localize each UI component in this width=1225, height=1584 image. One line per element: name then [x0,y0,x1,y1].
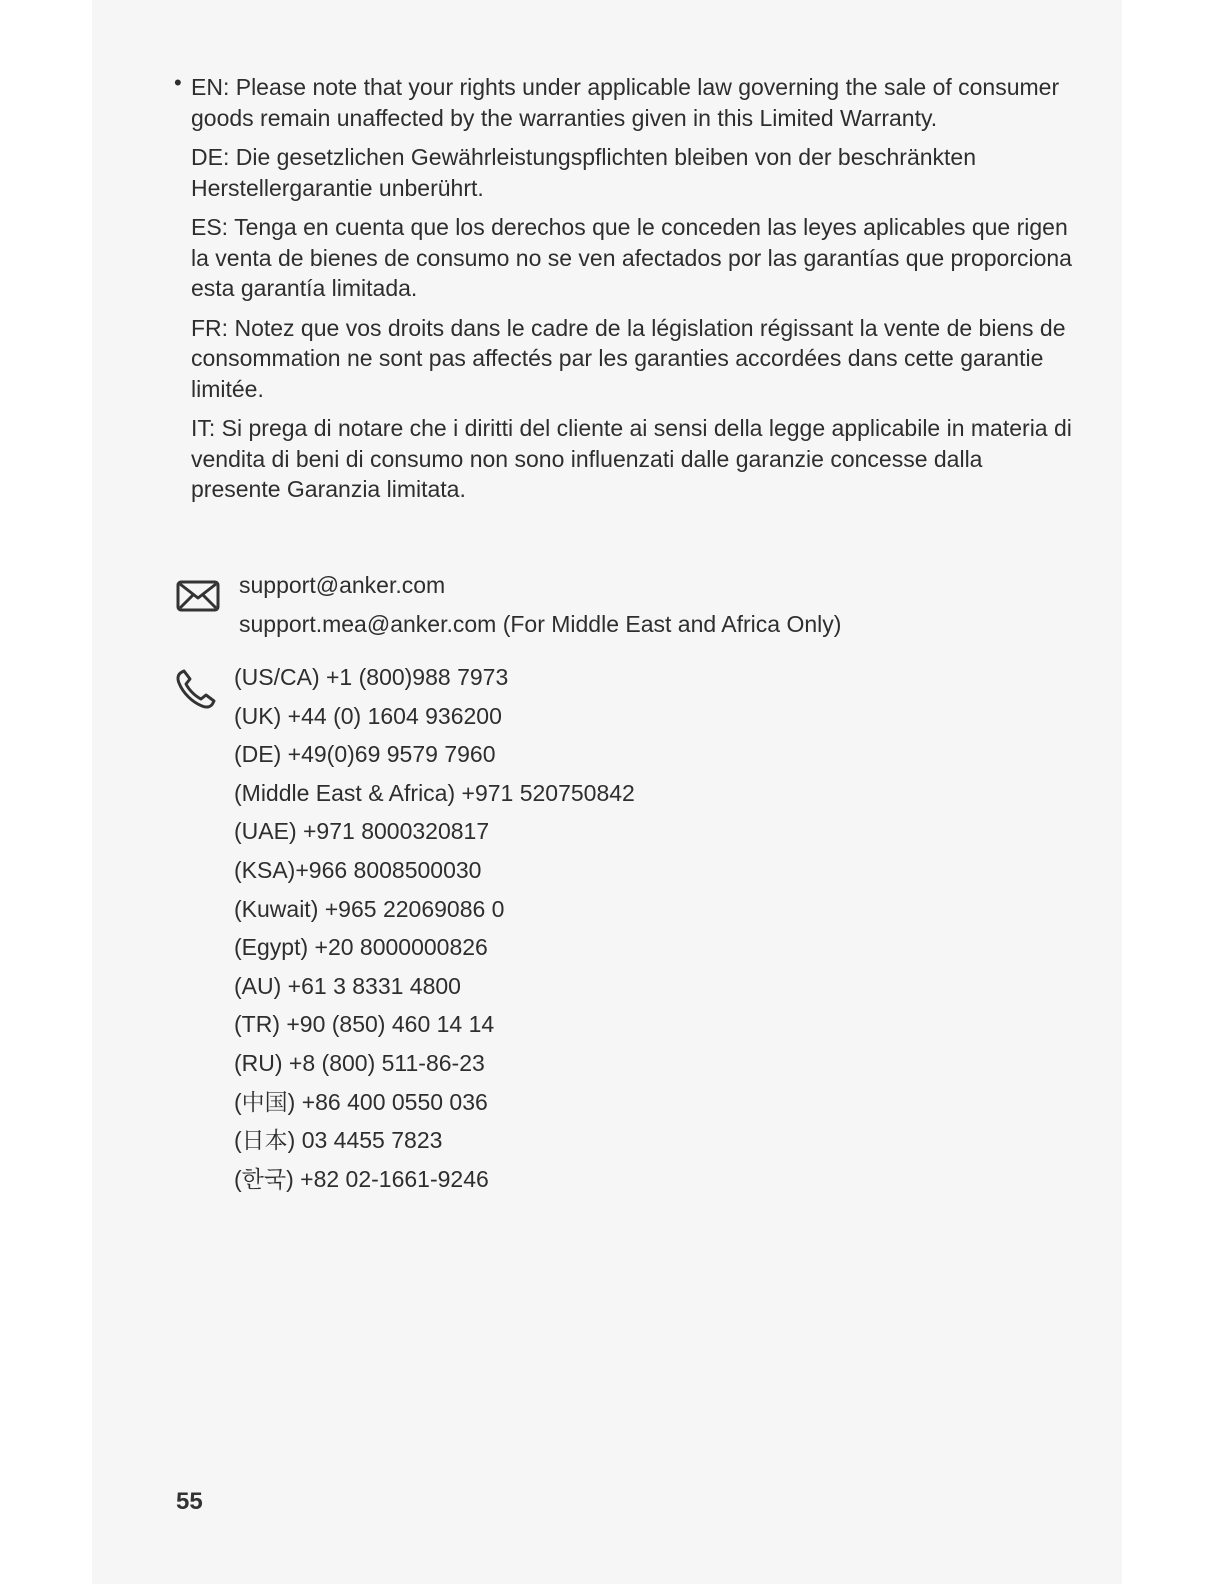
phone-number[interactable]: (DE) +49(0)69 9579 7960 [234,741,496,768]
note-lang: EN: [191,74,230,100]
phone-number[interactable]: (Middle East & Africa) +971 520750842 [234,779,635,806]
note-lang: FR: [191,314,229,341]
support-email-link[interactable]: support@anker.com [239,572,446,598]
note-de [177,142,1077,203]
note-lang: IT: [191,415,216,441]
note-text: Notez que vos droits dans le cadre de la législation régissant la vente de biens de consommation ne sont pas affectés par les garanties accordées dans cette garantie limitée. [191,314,1066,402]
page-number: 55 [176,1488,203,1515]
note-it [177,413,1077,505]
note-text: Si prega di notare che i diritti del cliente ai sensi della legge applicabile in materia di vendita di beni di consumo non sono influenzati dalle garanzie concesse dalla presente Garanzia limitata. [191,415,1072,502]
phone-number[interactable]: (Egypt) +20 8000000826 [234,934,488,961]
phone-number[interactable]: (TR) +90 (850) 460 14 14 [234,1011,495,1038]
note-es [177,212,1077,304]
phone-number[interactable]: (UAE) +971 8000320817 [234,818,490,845]
phone-number[interactable]: (US/CA) +1 (800)988 7973 [234,664,509,690]
phone-icon [174,668,218,710]
phone-number[interactable]: (AU) +61 3 8331 4800 [234,972,461,999]
warranty-notes [174,70,1077,514]
phone-number[interactable]: (KSA)+966 8008500030 [234,856,482,883]
note-lang: ES: [191,214,229,240]
note-text: Tenga en cuenta que los derechos que le conceden las leyes aplicables que rigen la venta de bienes de consumo no se ven afectados por las garantías que proporciona esta garantía limitada. [191,214,1072,301]
mea-support-email-link[interactable]: support.mea@anker.com (For Middle East and Africa Only) [239,611,842,637]
note-text: Please note that your rights under applicable law governing the sale of consumer goods remain unaffected by the warranties given in this Limited Warranty. [191,74,1060,131]
note-text: Die gesetzlichen Gewährleistungspflichten bleiben von der beschränkten Herstellergarantie unberührt. [191,144,977,201]
phone-number[interactable]: (日本) 03 4455 7823 [234,1127,443,1154]
phone-number[interactable]: (RU) +8 (800) 511-86-23 [234,1049,485,1076]
note-fr [177,313,1077,405]
bullet: • [174,70,182,95]
envelope-icon [176,580,220,612]
phone-number[interactable]: (한국) +82 02-1661-9246 [234,1165,489,1192]
phone-number[interactable]: (中国) +86 400 0550 036 [234,1088,488,1115]
note-en [174,70,1077,133]
note-lang: DE: [191,144,230,170]
phone-number[interactable]: (UK) +44 (0) 1604 936200 [234,702,502,729]
phone-number[interactable]: (Kuwait) +965 22069086 0 [234,895,505,922]
